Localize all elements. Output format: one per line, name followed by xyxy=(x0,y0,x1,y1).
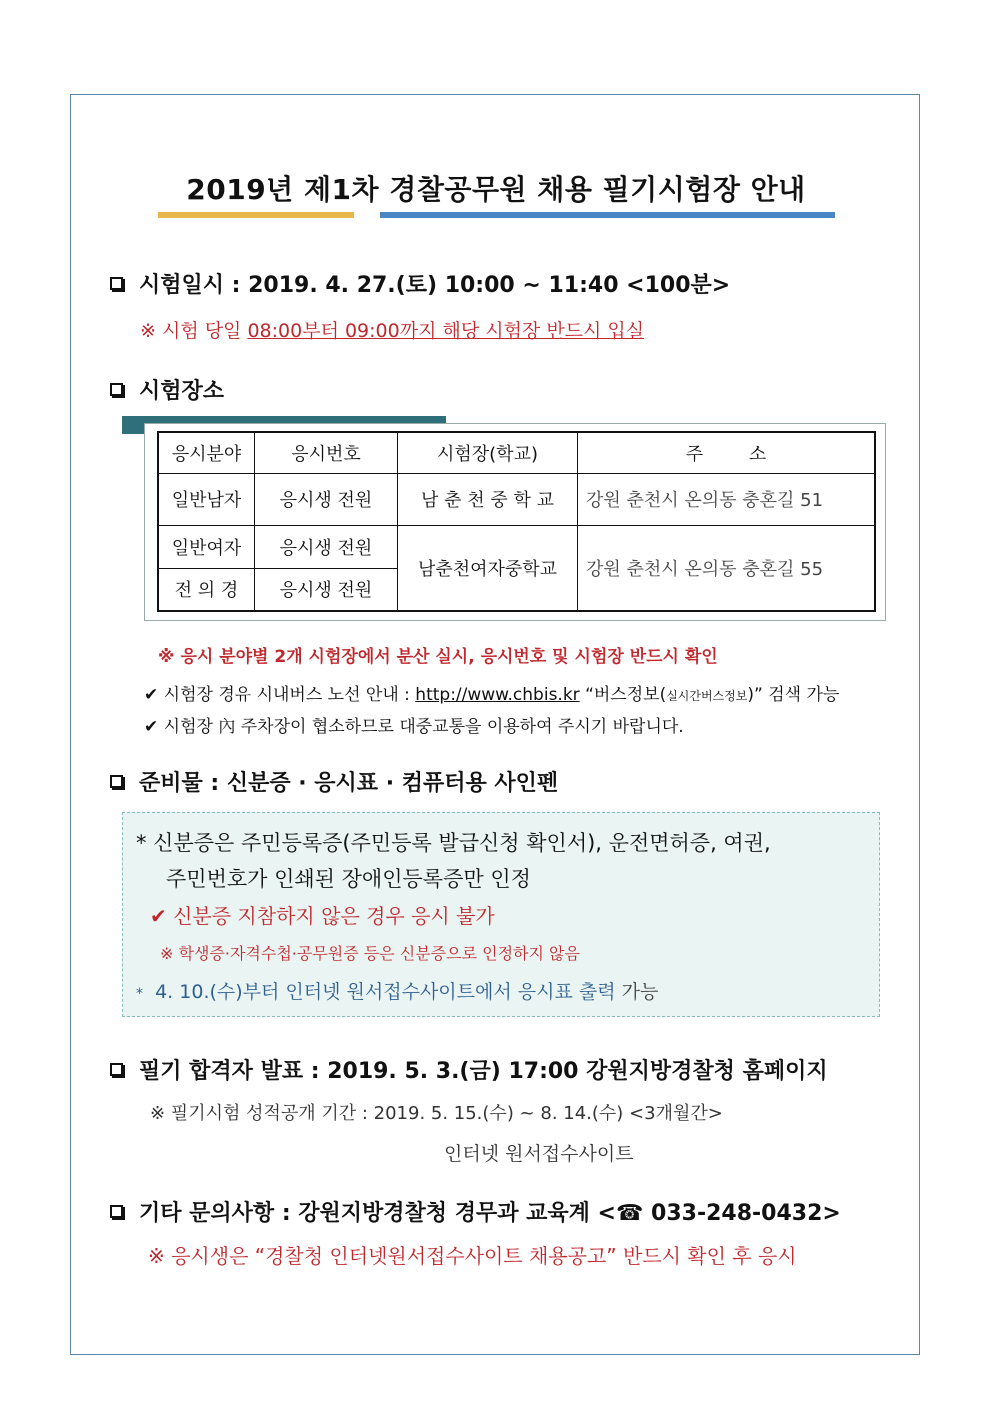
section-exam-datetime xyxy=(110,268,730,299)
bus-info-suffix-b: )” 검색 가능 xyxy=(747,685,840,705)
cell-field: 일반남자 xyxy=(158,473,255,525)
entry-note-underlined: 08:00부터 09:00까지 해당 시험장 반드시 입실 xyxy=(247,320,645,342)
results-note1: ※ 필기시험 성적공개 기간 : 2019. 5. 15.(수) ~ 8. 14.(수) <3개월간> xyxy=(150,1103,723,1124)
header-field: 응시분야 xyxy=(158,432,255,473)
header-number: 응시번호 xyxy=(255,432,398,473)
supplies-print-line xyxy=(136,977,658,1004)
section-results xyxy=(110,1054,828,1085)
contact-label: 기타 문의사항 : 강원지방경찰청 경무과 교육계 <☎ 033-248-0432> xyxy=(139,1201,841,1226)
checkbox-bullet-icon xyxy=(110,1063,123,1076)
parking-note: ✔ 시험장 內 주차장이 협소하므로 대중교통을 이용하여 주시기 바랍니다. xyxy=(144,717,684,737)
exam-venue-label: 시험장소 xyxy=(139,379,225,404)
supplies-note: ※ 학생증·자격수첩·공무원증 등은 신분증으로 인정하지 않음 xyxy=(160,944,580,963)
bus-info-line xyxy=(144,680,839,705)
exam-datetime-label: 시험일시 : 2019. 4. 27.(토) 10:00 ~ 11:40 <100분> xyxy=(139,273,731,298)
entry-note-prefix: ※ 시험 당일 xyxy=(140,320,248,342)
bus-info-prefix: ✔ 시험장 경유 시내버스 노선 안내 : xyxy=(144,685,416,705)
print-star: * xyxy=(136,986,143,1002)
bus-info-suffix-a: “버스정보( xyxy=(579,685,667,705)
table-row xyxy=(158,473,875,525)
header-school: 시험장(학교) xyxy=(398,432,578,473)
cell-number: 응시생 전원 xyxy=(255,568,398,611)
print-blue: 4. 10.(수)부터 인터넷 원서접수사이트에서 응시표 출력 xyxy=(155,981,616,1003)
section-contact xyxy=(110,1196,841,1227)
checkbox-bullet-icon xyxy=(110,1205,123,1218)
checkbox-bullet-icon xyxy=(110,277,123,290)
cell-number: 응시생 전원 xyxy=(255,473,398,525)
supplies-line2: 주민번호가 인쇄된 장애인등록증만 인정 xyxy=(166,867,531,891)
cell-field: 전 의 경 xyxy=(158,568,255,611)
section-supplies xyxy=(110,766,558,797)
contact-note: ※ 응시생은 “경찰청 인터넷원서접수사이트 채용공고” 반드시 확인 후 응시 xyxy=(148,1244,797,1268)
results-note2: 인터넷 원서접수사이트 xyxy=(444,1143,634,1165)
title-underline-yellow xyxy=(158,212,354,218)
page-title: 2019년 제1차 경찰공무원 채용 필기시험장 안내 xyxy=(186,173,806,206)
print-tail: 가능 xyxy=(615,981,659,1003)
exam-entry-note xyxy=(140,316,644,343)
checkbox-bullet-icon xyxy=(110,383,123,396)
bus-info-suffix-small: 실시간버스정보 xyxy=(666,689,748,703)
cell-number: 응시생 전원 xyxy=(255,525,398,568)
table-row xyxy=(158,525,875,568)
title-underline-blue xyxy=(380,212,835,218)
supplies-line1: * 신분증은 주민등록증(주민등록 발급신청 확인서), 운전면허증, 여권, xyxy=(136,831,771,855)
cell-address: 강원 춘천시 온의동 충혼길 55 xyxy=(578,525,876,611)
table-header-row xyxy=(158,432,875,473)
checkbox-bullet-icon xyxy=(110,775,123,788)
supplies-warning: ✔ 신분증 지참하지 않은 경우 응시 불가 xyxy=(150,904,495,928)
bus-info-link[interactable]: http://www.chbis.kr xyxy=(415,685,580,705)
cell-school: 남춘천여자중학교 xyxy=(398,525,578,611)
section-exam-venue xyxy=(110,374,224,405)
header-address: 주 소 xyxy=(578,432,876,473)
cell-field: 일반여자 xyxy=(158,525,255,568)
results-label: 필기 합격자 발표 : 2019. 5. 3.(금) 17:00 강원지방경찰청 홈페이지 xyxy=(139,1059,828,1084)
cell-school: 남 춘 천 중 학 교 xyxy=(398,473,578,525)
venue-note: ※ 응시 분야별 2개 시험장에서 분산 실시, 응시번호 및 시험장 반드시 확인 xyxy=(158,647,718,667)
venue-table xyxy=(157,431,876,612)
supplies-label: 준비물 : 신분증 · 응시표 · 컴퓨터용 사인펜 xyxy=(139,771,559,796)
cell-address: 강원 춘천시 온의동 충혼길 51 xyxy=(578,473,876,525)
